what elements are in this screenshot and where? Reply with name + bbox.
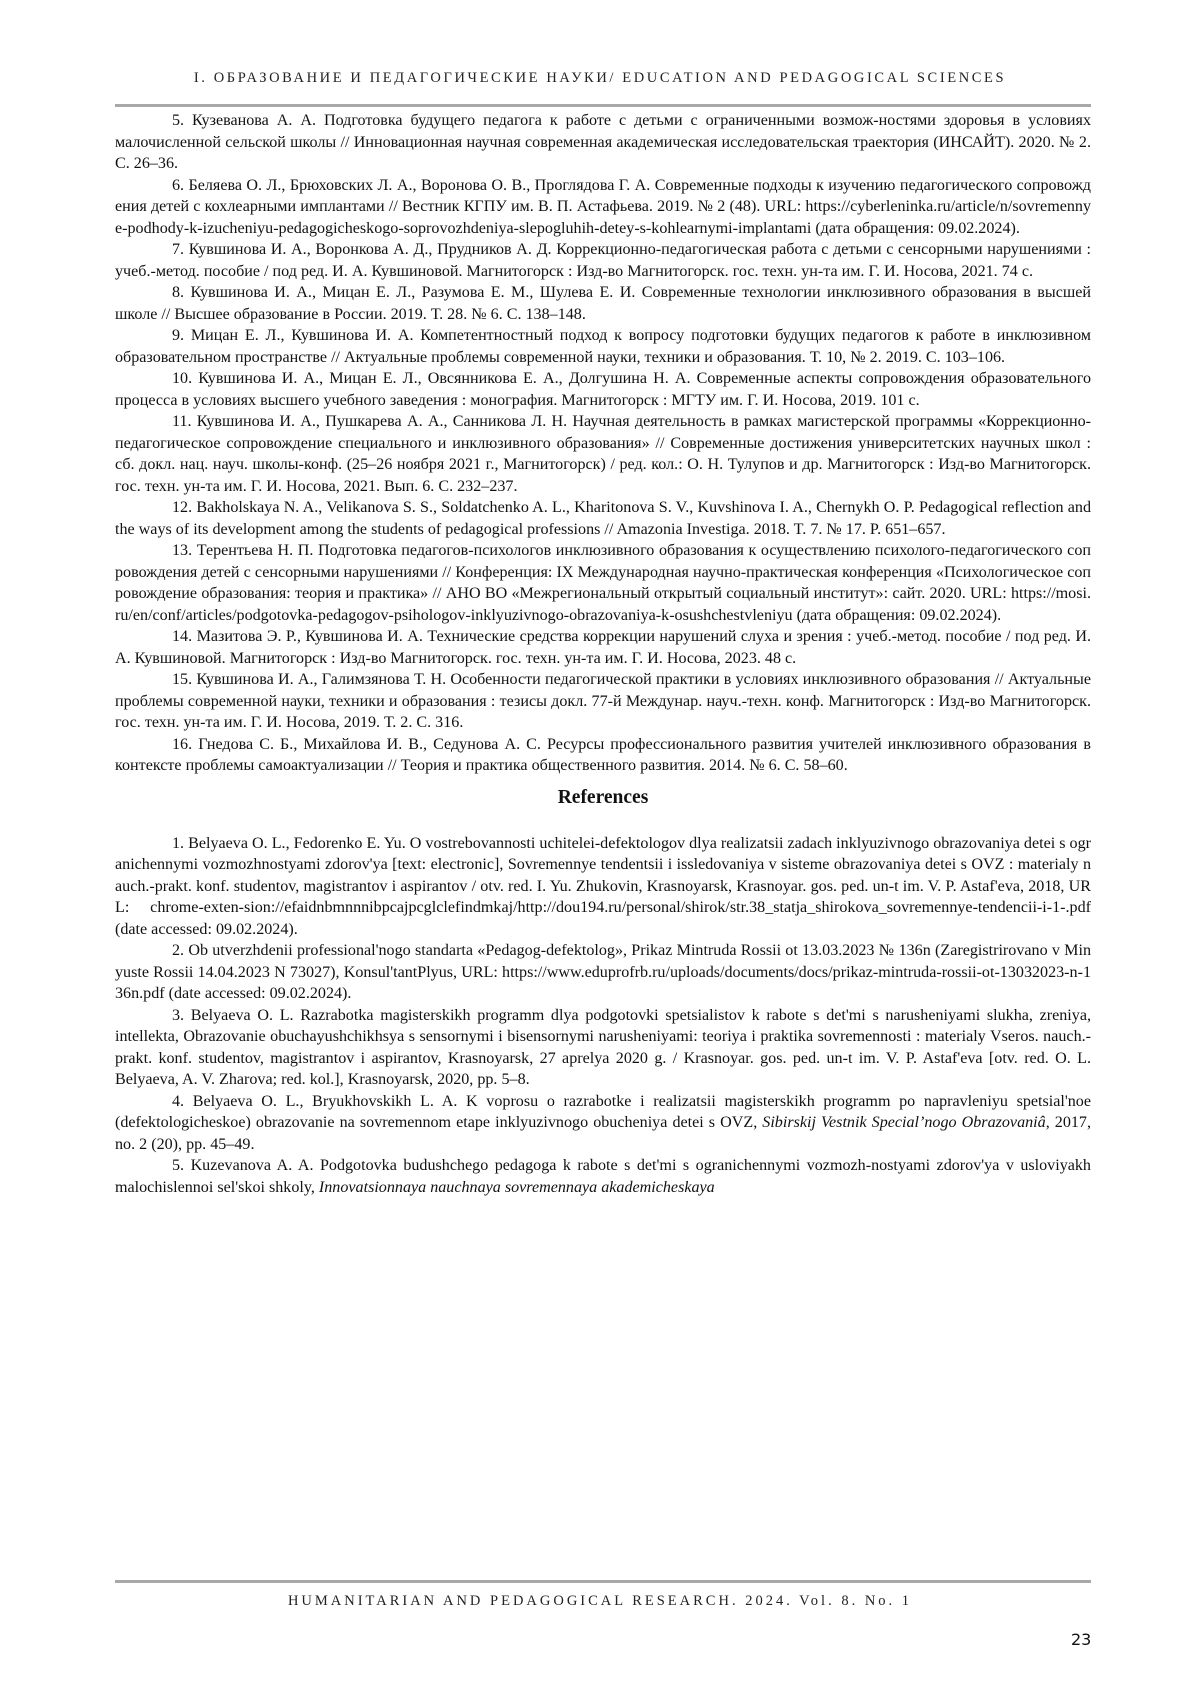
reference-number: 10. [172, 370, 192, 387]
reference-entry [115, 626, 1091, 669]
reference-number: 16. [172, 736, 192, 753]
reference-entry [115, 325, 1091, 368]
journal-footer: HUMANITARIAN AND PEDAGOGICAL RESEARCH. 2024. Vol. 8. No. 1 [0, 1593, 1200, 1610]
reference-entry [115, 110, 1091, 175]
reference-entry [115, 1155, 1091, 1198]
reference-number: 11. [172, 413, 192, 430]
reference-list [115, 110, 1091, 1198]
reference-entry [115, 239, 1091, 282]
references-heading: References [115, 785, 1091, 811]
reference-number: 5. [172, 1157, 184, 1174]
reference-entry [115, 669, 1091, 734]
reference-text: Гнедова С. Б., Михайлова И. В., Седунова А. С. Ресурсы профессионального развития учителей инклюзивного образования в контексте проблемы самоактуализации // Теория и практика общественного развития. 2014. № 6. С. 58–60. [115, 736, 1091, 775]
journal-title: Sibirskij Vestnik Special’nogo Obrazovaniâ [762, 1114, 1045, 1131]
reference-text: Беляева О. Л., Брюховских Л. А., Воронова О. В., Проглядова Г. А. Современные подходы к изучению педагогического сопровождения детей с кохлеарными имплантами // Вестник КГПУ им. В. П. Астафьева. 2019. № 2 (48). URL: https://cyberleninka.ru/article/n/sovremennye-podhody-k-izucheniyu-pedagogicheskogo-soprovozhdeniya-slepogluhih-detey-s-kohlearnymi-implantami (дата обращения: 09.02.2024). [115, 177, 1091, 237]
reference-text: Мазитова Э. Р., Кувшинова И. А. Технические средства коррекции нарушений слуха и зрения : учеб.-метод. пособие / под ред. И. А. Кувшиновой. Магнитогорск : Изд-во Магнитогорск. гос. техн. ун-та им. Г. И. Носова, 2023. 48 с. [115, 628, 1091, 667]
reference-text: Belyaeva O. L., Fedorenko E. Yu. O vostrebovannosti uchitelei-defektologov dlya realizatsii zadach inklyuzivnogo obrazovaniya detei s ogranichennymi vozmozhnostyami zdorov'ya [text: electronic], Sovremennye tendentsii i issledovaniya v sisteme obrazovaniya detei s OVZ : materialy nauch.-prakt. konf. studentov, magistrantov i aspirantov / otv. red. I. Yu. Zhukovin, Krasnoyarsk, Krasnoyar. gos. ped. un-t im. V. P. Astaf'eva, 2018, URL: chrome-exten-sion://efaidnbmnnnibpcajpcglclefindmkaj/http://dou194.ru/personal/shirok/str.38_statja_shirokova_sovremennye-tendencii-i-1-.pdf (date accessed: 09.02.2024). [115, 835, 1091, 938]
reference-entry [115, 411, 1091, 497]
reference-text: Ob utverzhdenii professional'nogo standarta «Pedagog-defektolog», Prikaz Mintruda Rossii ot 13.03.2023 № 136n (Zaregistrirovano v Minyuste Rossii 14.04.2023 N 73027), Konsul'tantPlyus, URL: https://www.eduprofrb.ru/uploads/documents/docs/prikaz-mintruda-rossii-ot-13032023-n-136n.pdf (date accessed: 09.02.2024). [115, 942, 1091, 1002]
footer-divider [115, 1580, 1091, 1583]
reference-entry [115, 282, 1091, 325]
reference-text: Кувшинова И. А., Пушкарева А. А., Санникова Л. Н. Научная деятельность в рамках магистерской программы «Коррекционно-педагогическое сопровождение специального и инклюзивного образования» // Современные достижения университетских научных школ : сб. докл. нац. науч. школы-конф. (25–26 ноября 2021 г., Магнитогорск) / ред. кол.: О. Н. Тулупов и др. Магнитогорск : Изд-во Магнитогорск. гос. техн. ун-та им. Г. И. Носова, 2021. Вып. 6. С. 232–237. [115, 413, 1091, 495]
reference-text: Кувшинова И. А., Мицан Е. Л., Овсянникова Е. А., Долгушина Н. А. Современные аспекты сопровождения образовательного процесса в условиях высшего учебного заведения : монография. Магнитогорск : МГТУ им. Г. И. Носова, 2019. 101 с. [115, 370, 1091, 409]
reference-text: Мицан Е. Л., Кувшинова И. А. Компетентностный подход к вопросу подготовки будущих педагогов к работе в инклюзивном образовательном пространстве // Актуальные проблемы современной науки, техники и образования. Т. 10, № 2. 2019. С. 103–106. [115, 327, 1091, 366]
running-header: I. ОБРАЗОВАНИЕ И ПЕДАГОГИЧЕСКИЕ НАУКИ/ EDUCATION AND PEDAGOGICAL SCIENCES [0, 70, 1200, 87]
reference-text: Belyaeva O. L. Razrabotka magisterskikh programm dlya podgotovki spetsialistov k rabote s det'mi s narusheniyami slukha, zreniya, intellekta, Obrazovanie obuchayushchikhsya s sensornymi i bisensornymi narusheniyami: teoriya i praktika sovremennosti : materialy Vseros. nauch.-prakt. konf. studentov, magistrantov i aspirantov, Krasnoyarsk, 27 aprelya 2020 g. / Krasnoyar. gos. ped. un-t im. V. P. Astaf'eva [otv. red. O. L. Belyaeva, A. V. Zharova; red. kol.], Krasnoyarsk, 2020, pp. 5–8. [115, 1007, 1091, 1089]
reference-number: 6. [172, 177, 184, 194]
reference-text: Терентьева Н. П. Подготовка педагогов-психологов инклюзивного образования к осуществлению психолого-педагогического сопровождения детей с сенсорными нарушениями // Конференция: IX Международная научно-практическая конференция «Психологическое сопровождение образования: теория и практика» // АНО ВО «Межрегиональный открытый социальный институт»: сайт. 2020. URL: https://mosi.ru/en/conf/articles/podgotovka-pedagogov-psihologov-inklyuzivnogo-obrazovaniya-k-osushchestvleniyu (дата обращения: 09.02.2024). [115, 542, 1091, 624]
reference-text: Кувшинова И. А., Галимзянова Т. Н. Особенности педагогической практики в условиях инклюзивного образования // Актуальные проблемы современной науки, техники и образования : тезисы докл. 77-й Междунар. науч.-техн. конф. Магнитогорск : Изд-во Магнитогорск. гос. техн. ун-та им. Г. И. Носова, 2019. Т. 2. С. 316. [115, 671, 1091, 731]
reference-number: 14. [172, 628, 192, 645]
reference-number: 3. [172, 1007, 184, 1024]
reference-entry [115, 175, 1091, 240]
journal-title: Innovatsionnaya nauchnaya sovremennaya akademicheskaya [319, 1179, 715, 1196]
reference-text: Kuzevanova A. A. Podgotovka budushchego pedagoga k rabote s det'mi s ogranichennymi vozmozh-nostyami zdorov'ya v usloviyakh malochislennoi sel'skoi shkoly, [115, 1157, 1091, 1196]
reference-text: Belyaeva O. L., Bryukhovskikh L. A. K voprosu o razrabotke i realizatsii magisterskikh programm po napravleniyu spetsial'noe (defektologicheskoe) obrazovanie na sovremennom etape inklyuzivnogo obucheniya detei s OVZ, [115, 1093, 1091, 1132]
page-number: 23 [1071, 1630, 1091, 1649]
header-divider [115, 104, 1091, 107]
reference-entry [115, 940, 1091, 1005]
reference-text: Кувшинова И. А., Воронкова А. Д., Прудников А. Д. Коррекционно-педагогическая работа с детьми с сенсорными нарушениями : учеб.-метод. пособие / под ред. И. А. Кувшиновой. Магнитогорск : Изд-во Магнитогорск. гос. техн. ун-та им. Г. И. Носова, 2021. 74 с. [115, 241, 1091, 280]
reference-number: 12. [172, 499, 192, 516]
reference-text: Bakholskaya N. A., Velikanova S. S., Soldatchenko A. L., Kharitonova S. V., Kuvshinova I. A., Chernykh O. P. Pedagogical reflection and the ways of its development among the students of pedagogical professions // Amazonia Investiga. 2018. T. 7. № 17. P. 651–657. [115, 499, 1091, 538]
reference-entry [115, 1091, 1091, 1156]
reference-number: 2. [172, 942, 184, 959]
reference-entry [115, 833, 1091, 941]
reference-number: 1. [172, 835, 184, 852]
reference-number: 4. [172, 1093, 184, 1110]
reference-text-tail: , 2017, no. 2 (20), pp. 45–49. [115, 1114, 1091, 1153]
reference-entry [115, 497, 1091, 540]
reference-text: Кузеванова А. А. Подготовка будущего педагога к работе с детьми с ограниченными возмож-ностями здоровья в условиях малочисленной сельской школы // Инновационная научная современная академическая исследовательская траектория (ИНСАЙТ). 2020. № 2. С. 26–36. [115, 112, 1091, 172]
reference-number: 8. [172, 284, 184, 301]
reference-text: Кувшинова И. А., Мицан Е. Л., Разумова Е. М., Шулева Е. И. Современные технологии инклюзивного образования в высшей школе // Высшее образование в России. 2019. Т. 28. № 6. С. 138–148. [115, 284, 1091, 323]
reference-number: 7. [172, 241, 184, 258]
reference-entry [115, 1005, 1091, 1091]
reference-entry [115, 368, 1091, 411]
reference-number: 15. [172, 671, 192, 688]
reference-number: 5. [172, 112, 184, 129]
reference-entry [115, 734, 1091, 777]
reference-entry [115, 540, 1091, 626]
reference-number: 13. [172, 542, 192, 559]
reference-number: 9. [172, 327, 184, 344]
